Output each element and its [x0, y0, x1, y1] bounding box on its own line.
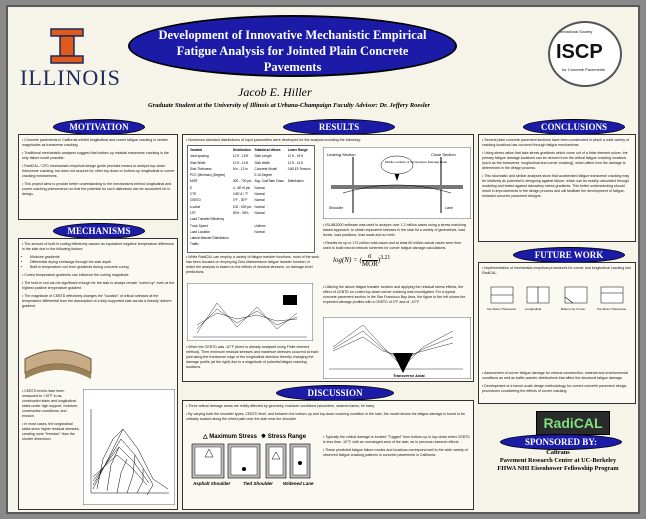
table-cell: 0.85 E0 Tension: [287, 166, 311, 171]
caption-tied-shoulder: Tied Shoulder: [243, 481, 273, 486]
future-work-text-2: [482, 371, 634, 397]
mechanisms-list-item: • Built-in temperature curl from gradients during concrete curing: [30, 265, 176, 270]
results-text-bottom: • When the CEBTD was -10°F (there is already analysed using Finite element method). Then minimum residual stresses and maximum stresses occurred at each joint along the transverse edge of the longitudinal direction thereby changing the damage profile (at the right) due to a magnitude of potential fatigue cracking locations.: [186, 345, 319, 369]
table-cell: k-value: [190, 204, 201, 209]
discussion-para-2: • By varying both the shoulder types, CEBTD level, and between the bottom-up and top-down cracking condition in the slab, the model shows the fatigue damage is found to be critically located along the wheel path over the slab near the shoulder.: [186, 412, 465, 421]
table-cell: 0.16 Degree: [254, 173, 273, 178]
table-cell: 12 ft - 15 ft: [232, 154, 249, 159]
table-cell: Distribution: [287, 179, 304, 184]
results-table: [187, 145, 315, 253]
results-panel: [182, 134, 474, 382]
fatigue-equation: [333, 253, 390, 268]
triangle-icon: △: [203, 434, 208, 440]
conclusions-text: [482, 138, 634, 202]
table-cell: Slab Width: [190, 160, 206, 165]
caption-asphalt-shoulder: Asphalt Shoulder: [193, 481, 231, 486]
equation-fraction: [361, 252, 381, 268]
table-cell: Normal: [254, 192, 265, 197]
damage-profile-chart-top: [187, 283, 313, 341]
mechanisms-para-2: • Curled temperature gradients can influence the curling magnitude.: [22, 273, 130, 277]
table-cell: CEBTD: [190, 198, 201, 203]
conclusions-para-2: • Using stress ratios that take stress gradients which come out of a finite element solver, the primary fatigue damage locations can be derived from the critical fatigue cracking locations (such as the transverse, longitudinal and corner cracking), which affect how the damage is determined in the design process.: [482, 151, 628, 170]
table-cell: 50% - 95%: [232, 210, 249, 215]
author-name: Jacob E. Hiller: [238, 85, 312, 99]
table-header-cell: Variable: [190, 148, 203, 152]
mechanisms-note-2: • In most cases, the longitudinal slabs show higher residual stresses, creating more "freedom" than the shorter dimension.: [22, 422, 80, 441]
table-cell: Avg. ColdTake Class: [254, 179, 284, 184]
illinois-logo: [18, 27, 128, 90]
motivation-para-1: • Concrete pavements in California exhibit longitudinal and corner fatigue cracking in certain magnitudes as transverse cracking.: [22, 138, 168, 147]
equation-exponent: 3.21: [380, 254, 391, 261]
motivation-para-4: • This project aims to provide better understanding to the mechanisms behind longitudinal and corner cracking phenomenon so that the potential for such distresses can be accounted for in design.: [22, 182, 172, 196]
conclusions-panel: [478, 134, 636, 242]
conclusions-header: CONCLUSIONS: [523, 119, 625, 135]
iscp-acronym: ISCP: [556, 41, 603, 63]
results-mid-para-2: • Utilizing the above fatigue transfer function and applying the residual stress effects, the effect of CEBTD on curled top-down corner cracking was investigated. For a typical concrete pavement section in the San Francisco Bay Area, the figure to the left shows the expected damage profiles with a CEBTD of 0°F and of -10°F.: [323, 285, 466, 304]
table-header-cell: Statistical Values: [254, 148, 281, 152]
table-cell: Normal: [254, 210, 265, 215]
discussion-panel: [182, 400, 474, 510]
legend-max-stress: [203, 433, 257, 440]
table-cell: 100 - 600 pci: [232, 204, 252, 209]
table-cell: 12 ft - 14 ft: [232, 160, 249, 165]
slab-section-diagram: [323, 147, 471, 219]
table-cell: [232, 241, 254, 247]
conclusions-para-1: • Several plain concrete pavement sections have been constructed in which a wide variety of cracking locations has occurred through fatigue mechanisms.: [482, 138, 630, 147]
table-cell: 12 ft - 15 ft: [287, 154, 303, 159]
discussion-text-right: [323, 435, 471, 461]
table-cell: Truck Speed: [190, 223, 208, 228]
table-cell: [287, 241, 313, 247]
cebtd-3d-plot: [83, 389, 175, 505]
table-cell: LTE: [190, 210, 196, 215]
mechanisms-list-item: • Moisture gradients: [30, 255, 176, 260]
results-mid-para-1: • While RadiCAL can employ a variety of fatigue transfer functions, most of the work has been focused on employing Zero-Maintenance fatigue transfer function, in which the analysis is based on the effects of residual stresses, on damage-level predictions.: [186, 255, 320, 274]
crack-mode-label: Top-Down Transverse: [487, 307, 517, 311]
sponsored-by-header: SPONSORED BY:: [500, 434, 622, 450]
equation-denominator: MOR: [361, 260, 378, 268]
cracking-modes-diagram: [485, 285, 631, 315]
table-cell: Normal: [254, 204, 265, 209]
table-cell: 8 in - 12 in: [232, 166, 248, 171]
future-work-header: FUTURE WORK: [513, 247, 625, 263]
asphalt-shoulder-figure-2: [227, 443, 261, 479]
iscp-logo: [548, 21, 622, 87]
sponsor-caltrans: Caltrans: [546, 449, 570, 456]
mechanisms-note-1: • CEBTD levels have been measured to +10°F in as-constructed slabs and longitudinal slabs under high support, moisture, construction conditions, and erosion.: [22, 389, 79, 418]
discussion-text: [186, 404, 472, 425]
results-intro: • Numerous standard distributions of input parameters were developed for the analysis including the following:: [186, 138, 361, 142]
table-cell: Normal: [254, 185, 265, 190]
mechanisms-para-1: • The amount of built-in curling effectively causes an equivalent negative temperature difference in the slab due to the following factors:: [22, 242, 174, 251]
table-cell: 12 ft - 14 ft: [287, 160, 303, 165]
mechanisms-note: [22, 389, 80, 445]
future-work-panel: [478, 262, 636, 404]
poster: [6, 5, 640, 514]
table-cell: Slab Length: [254, 154, 272, 159]
mechanisms-list: [30, 255, 176, 270]
damage-profile-chart-bottom: [323, 317, 471, 379]
table-cell: 0°F - 30°F: [232, 198, 248, 203]
affiliation: Graduate Student at the University of Illinois at Urbana-Champaign Faculty Advisor: Dr. Jeffery Roesler: [148, 102, 431, 109]
motivation-header: MOTIVATION: [53, 119, 145, 135]
equation-numerator: σ: [362, 253, 378, 261]
mechanisms-header: MECHANISMS: [53, 223, 145, 239]
table-cell: Load Transfer Efficiency: [190, 217, 225, 222]
mechanisms-panel: [18, 238, 178, 510]
sponsors-list: [483, 449, 633, 473]
crack-mode-label: Bottom-Up Corner: [561, 307, 586, 311]
future-work-para-3: • Development of a bench-scale design methodology for current concrete pavement design procedures considering the effects of corner cracking.: [482, 384, 627, 393]
table-cell: Joint spacing: [190, 154, 209, 159]
sponsor-fhwa: FHWA NHI Eisenhower Fellowship Program: [497, 465, 619, 472]
results-header: RESULTS: [283, 119, 395, 135]
mechanisms-list-item: • Differential drying shrinkage through the slab depth: [30, 260, 176, 265]
crack-mode-label: Top-Down Transverse: [597, 307, 627, 311]
diagram-label: Close Section: [431, 152, 456, 157]
asphalt-shoulder-figure: [191, 443, 225, 479]
input-parameters-table: [189, 147, 313, 248]
diagram-label: Mobile Location of Temperature Damage Node: [385, 160, 448, 164]
table-cell: [254, 241, 287, 247]
sponsor-prc: Pavement Research Center at UC-Berkeley: [499, 457, 617, 464]
table-cell: Normal: [254, 198, 265, 203]
radical-logo: RadiCAL: [536, 411, 610, 435]
table-cell: Concrete Model: [254, 166, 278, 171]
results-text-right: [323, 223, 469, 254]
tied-shoulder-figure: [265, 443, 287, 479]
future-work-para-2: • Assessment of corner fatigue damage for various construction, material and environmental conditions as well as traffic wander distributions that affect the structural fatigue damage.: [482, 371, 629, 380]
discussion-para-4: • These predicted fatigue failure modes and locations correspond well to the wide variety of observed fatigue cracking patterns in concrete pavements in California.: [323, 448, 468, 457]
equation-rhs: ): [377, 256, 381, 265]
equation-lhs: log(N) = (: [333, 256, 362, 265]
mechanisms-text: [22, 242, 176, 312]
table-cell: CTE: [190, 192, 197, 197]
results-right-para-2: • Results for up to 173 million total cases and at least 60 million actual cases were then used to build neural network schemes for corner fatigue damage calculations.: [323, 241, 462, 250]
motivation-panel: [18, 134, 178, 220]
mechanisms-para-4: • The magnitude of CEBTD effectively changes the "location" of critical stresses at the temperature differential from the assumption of a fully-supported slab across a linearly uniform gradient.: [22, 294, 172, 308]
table-row: [189, 241, 313, 247]
table-cell: PCC (Min/max) (Degree): [190, 173, 226, 178]
chart-axis-label: Transverse Axial: [393, 373, 425, 378]
iscp-bottom-text: for Concrete Pavements: [562, 67, 606, 72]
discussion-para-3: • Typically the critical damage is located "Tugged" from bottom-up to top-down when CEBTD is less than -10°F, with an unchanged area of the slab, as in previous research efforts.: [323, 435, 470, 444]
table-cell: Slab Thickness: [190, 166, 212, 171]
legend-stress-range: [261, 433, 306, 440]
table-header-cell: Lower Range: [287, 148, 308, 152]
table-cell: Normal: [254, 229, 265, 234]
future-work-text-1: • Implementation of mechanistic-empirical procedures for corner and longitudinal cracking into RadiCAL.: [482, 266, 632, 275]
results-right-para-1: • ISLAB2000 software was used to analyze over 1.2 million cases using a stress matching based approach, to obtain equivalent stresses in the slab for a variety of geometries, load levels, load positions, lead loads and so forth.: [323, 223, 466, 237]
mechanisms-para-3: • The built-in curl can be significant enough for the slab to always remain "curled up" even at the highest positive temperature gradient.: [22, 281, 175, 290]
motivation-text: [22, 138, 176, 200]
curled-slab-image: [23, 339, 93, 387]
table-cell: Slab Width: [254, 160, 270, 165]
discussion-para-1: • Three critical damage areas are mildly affected by geometry, moisture conditions (shoulders, widened lanes, tie bars).: [186, 404, 376, 408]
table-cell: 300 - 700 psi: [232, 179, 252, 184]
discussion-header: DISCUSSION: [276, 385, 394, 401]
legend-range-label: Stress Range: [267, 434, 307, 440]
table-cell: Load Location: [190, 229, 211, 234]
diagram-label: Shoulder: [329, 206, 344, 210]
table-cell: Traffic: [190, 242, 199, 247]
illinois-block-i-icon: [48, 27, 86, 65]
diagram-label: Leaving Section: [327, 152, 356, 157]
table-cell: Uniform: [254, 223, 266, 228]
table-header-cell: Distribution: [232, 148, 251, 152]
illinois-wordmark: ILLINOIS: [20, 65, 121, 90]
conclusions-para-3: • This stochastic and similar analyses show that accelerated fatigue transverse cracking may be relatively as potential in designing against failure, which can be readily calculated through modeling and tested against laboratory stress gradients. This better understanding should result in improvements in the design process and will facilitate the development of fatigue-resistant concrete pavement designs.: [482, 174, 630, 198]
table-cell: Lateral Wander Distribution: [190, 236, 229, 241]
widened-lane-figure: [289, 443, 311, 479]
crack-mode-label: Longitudinal: [525, 307, 542, 311]
legend-max-label: Maximum Stress: [209, 434, 257, 440]
results-text-mid-2: [323, 285, 469, 308]
results-text-mid: [186, 255, 320, 278]
iscp-top-text: International Society: [556, 29, 593, 34]
motivation-para-2: • Traditional mechanistic analyses suggest that bottom-up midslab transverse cracking is the only failure mode possible.: [22, 151, 169, 160]
poster-title: Development of Innovative Mechanistic Empirical Fatigue Analysis for Jointed Plain Concrete Pavements: [158, 28, 427, 74]
table-cell: 4.5E-6 / °F: [232, 192, 249, 197]
diagram-label: Lane: [445, 206, 453, 210]
star-icon: ✸: [261, 434, 267, 440]
table-cell: 4 - 6E+6 psi: [232, 185, 250, 190]
caption-widened-lane: Widened Lane: [283, 481, 314, 486]
table-cell: E: [190, 185, 193, 190]
table-cell: MOR: [190, 179, 198, 184]
motivation-para-3: • RadiCAL / CFD mechanistic-empirical design guide provides means to analyze top-down transverse cracking, but does not account for other top-down or bottom-up longitudinal or corner cracking mechanisms.: [22, 164, 175, 178]
title-banner: [128, 15, 457, 77]
